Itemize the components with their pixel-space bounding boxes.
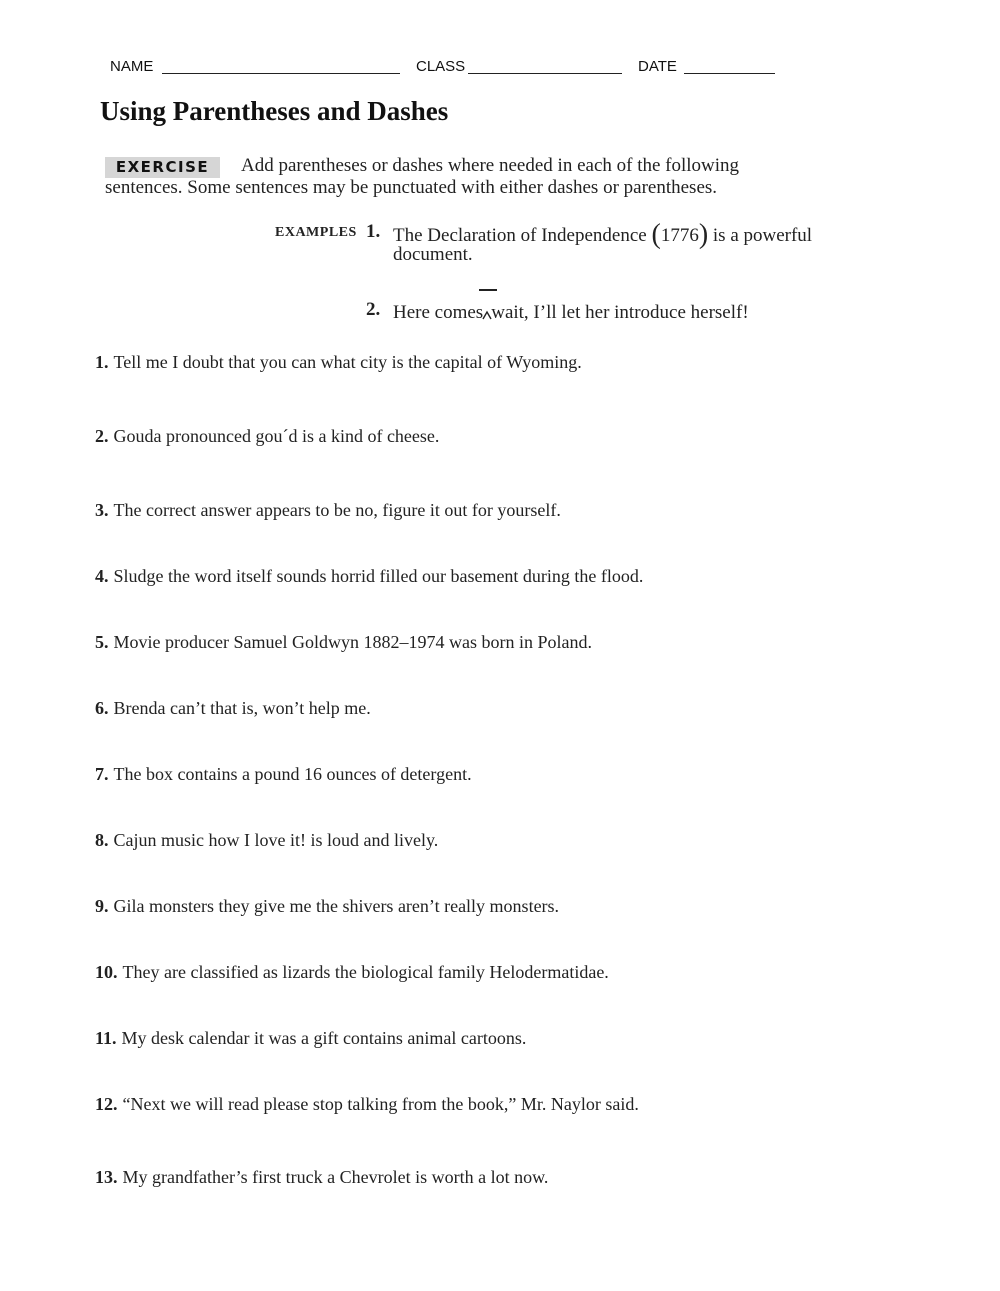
sentence-3 <box>95 500 561 521</box>
sentence-8-text: Cajun music how I love it! is loud and lively. <box>113 830 439 850</box>
sentence-1-number: 1. <box>95 352 109 372</box>
sentence-9-text: Gila monsters they give me the shivers aren’t really monsters. <box>113 896 560 916</box>
dash-insertion-mark <box>483 299 491 318</box>
name-blank-line[interactable] <box>162 73 400 74</box>
example-1-after: is a powerful <box>712 225 813 246</box>
sentence-6 <box>95 698 371 719</box>
example-2-after: wait, I’ll let her introduce herself! <box>491 302 749 323</box>
sentence-7-number: 7. <box>95 764 109 784</box>
sentence-13-number: 13. <box>95 1167 118 1187</box>
sentence-3-number: 3. <box>95 500 109 520</box>
sentence-5-number: 5. <box>95 632 109 652</box>
example-1-number: 1. <box>366 221 381 242</box>
examples-label: EXAMPLES <box>275 225 357 240</box>
sentence-10-text: They are classified as lizards the biological family Helodermatidae. <box>122 962 609 982</box>
sentence-10-number: 10. <box>95 962 118 982</box>
sentence-7 <box>95 764 472 785</box>
sentence-7-text: The box contains a pound 16 ounces of detergent. <box>113 764 472 784</box>
example-2-before: Here comes <box>393 302 484 323</box>
class-blank-line[interactable] <box>468 73 622 74</box>
sentence-12 <box>95 1094 639 1115</box>
date-blank-line[interactable] <box>684 73 775 74</box>
sentence-12-text: “Next we will read please stop talking from the book,” Mr. Naylor said. <box>122 1094 639 1114</box>
instruction-line-1: Add parentheses or dashes where needed in each of the following <box>241 155 740 176</box>
sentence-4 <box>95 566 643 587</box>
example-1-open-paren: ( <box>651 219 661 250</box>
sentence-11-number: 11. <box>95 1028 117 1048</box>
sentence-4-number: 4. <box>95 566 109 586</box>
example-1-before: The Declaration of Independence <box>393 225 647 246</box>
sentence-5 <box>95 632 592 653</box>
sentence-10 <box>95 962 609 983</box>
sentence-9 <box>95 896 559 917</box>
sentence-2 <box>95 426 439 447</box>
caret-dash-icon <box>479 286 499 326</box>
sentence-5-text: Movie producer Samuel Goldwyn 1882–1974 was born in Poland. <box>113 632 592 652</box>
date-label: DATE <box>638 58 677 75</box>
sentence-12-number: 12. <box>95 1094 118 1114</box>
sentence-4-text: Sludge the word itself sounds horrid filled our basement during the flood. <box>113 566 644 586</box>
name-label: NAME <box>110 58 154 75</box>
sentence-2-number: 2. <box>95 426 109 446</box>
example-2-text <box>393 299 749 324</box>
sentence-1-text: Tell me I doubt that you can what city is the capital of Wyoming. <box>113 352 582 372</box>
sentence-8 <box>95 830 438 851</box>
example-1-close-paren: ) <box>698 219 709 250</box>
example-1-line-2: document. <box>393 244 473 265</box>
example-1-inner: 1776 <box>660 225 699 246</box>
sentence-9-number: 9. <box>95 896 109 916</box>
example-2-number: 2. <box>366 299 381 320</box>
sentence-13-text: My grandfather’s first truck a Chevrolet is worth a lot now. <box>122 1167 549 1187</box>
sentence-11 <box>95 1028 526 1049</box>
page-title: Using Parentheses and Dashes <box>100 96 449 126</box>
instruction-line-2: sentences. Some sentences may be punctuated with either dashes or parentheses. <box>105 177 718 198</box>
sentence-11-text: My desk calendar it was a gift contains animal cartoons. <box>121 1028 527 1048</box>
sentence-13 <box>95 1167 548 1188</box>
exercise-badge: EXERCISE <box>105 157 220 178</box>
class-label: CLASS <box>416 58 466 75</box>
sentence-3-text: The correct answer appears to be no, figure it out for yourself. <box>113 500 561 520</box>
sentence-2-text: Gouda pronounced gou´d is a kind of cheese. <box>113 426 440 446</box>
sentence-8-number: 8. <box>95 830 109 850</box>
sentence-6-number: 6. <box>95 698 109 718</box>
sentence-6-text: Brenda can’t that is, won’t help me. <box>113 698 371 718</box>
sentence-1 <box>95 352 582 373</box>
